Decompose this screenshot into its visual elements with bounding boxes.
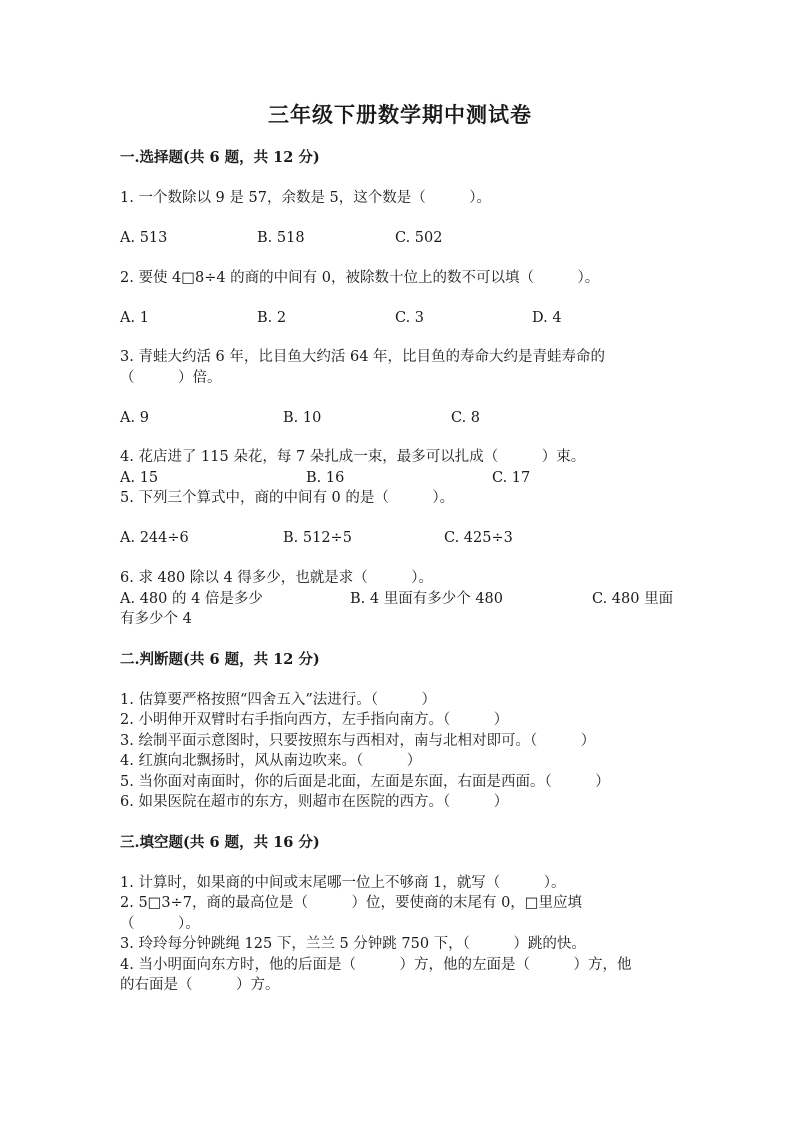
fill-blank-item-2-line2: （ ）。 [120,916,200,932]
question-1-stem: 1. 一个数除以 9 是 57，余数是 5，这个数是（ ）。 [120,190,492,206]
question-6-option-b: B. 4 里面有多少个 480 [350,591,503,607]
section-heading-choice: 一.选择题(共 6 题，共 12 分) [120,149,320,166]
question-2-option-b: B. 2 [257,310,287,326]
judgement-item-2: 2. 小明伸开双臂时右手指向西方，左手指向南方。（ ） [120,712,509,728]
fill-blank-item-3: 3. 玲玲每分钟跳绳 125 下，兰兰 5 分钟跳 750 下，（ ）跳的快。 [120,936,586,952]
question-3-option-c: C. 8 [451,410,481,426]
judgement-item-5: 5. 当你面对南面时，你的后面是北面，左面是东面，右面是西面。（ ） [120,774,610,790]
question-4-option-c: C. 17 [492,470,531,486]
question-5-option-c: C. 425÷3 [444,530,513,546]
question-6-option-c-line1: C. 480 里面 [592,591,674,607]
question-3-option-a: A. 9 [120,410,149,426]
question-5-option-b: B. 512÷5 [283,530,352,546]
question-2-option-c: C. 3 [395,310,425,326]
judgement-item-1: 1. 估算要严格按照“四舍五入”法进行。（ ） [120,692,437,708]
fill-blank-item-4-line1: 4. 当小明面向东方时，他的后面是（ ）方，他的左面是（ ）方，他 [120,957,632,973]
fill-blank-item-4-line2: 的右面是（ ）方。 [120,977,280,993]
section-heading-fill-blank: 三.填空题(共 6 题，共 16 分) [120,834,320,851]
question-3-stem-line2: （ ）倍。 [120,370,222,386]
judgement-item-3: 3. 绘制平面示意图时，只要按照东与西相对，南与北相对即可。（ ） [120,733,596,749]
fill-blank-item-1: 1. 计算时，如果商的中间或末尾哪一位上不够商 1，就写（ ）。 [120,875,566,891]
question-3-option-b: B. 10 [283,410,322,426]
question-6-option-a: A. 480 的 4 倍是多少 [120,591,263,607]
question-5-stem: 5. 下列三个算式中，商的中间有 0 的是（ ）。 [120,490,455,506]
question-6-option-c-line2: 有多少个 4 [120,611,192,627]
fill-blank-item-2-line1: 2. 5□3÷7，商的最高位是（ ）位，要使商的末尾有 0，□里应填 [120,895,583,911]
page-title: 三年级下册数学期中测试卷 [268,102,532,127]
question-4-option-b: B. 16 [306,470,345,486]
question-5-option-a: A. 244÷6 [120,530,189,546]
question-1-option-c: C. 502 [395,230,443,246]
judgement-item-4: 4. 红旗向北飘扬时，风从南边吹来。（ ） [120,753,422,769]
question-2-option-a: A. 1 [120,310,149,326]
question-1-option-a: A. 513 [120,230,168,246]
question-6-stem: 6. 求 480 除以 4 得多少，也就是求（ ）。 [120,570,434,586]
judgement-item-6: 6. 如果医院在超市的东方，则超市在医院的西方。（ ） [120,794,509,810]
question-2-stem: 2. 要使 4□8÷4 的商的中间有 0，被除数十位上的数不可以填（ ）。 [120,270,600,286]
question-4-option-a: A. 15 [120,470,159,486]
section-heading-judgement: 二.判断题(共 6 题，共 12 分) [120,651,320,668]
question-1-option-b: B. 518 [257,230,305,246]
question-2-option-d: D. 4 [532,310,562,326]
question-3-stem-line1: 3. 青蛙大约活 6 年，比目鱼大约活 64 年，比目鱼的寿命大约是青蛙寿命的 [120,349,606,365]
question-4-stem: 4. 花店进了 115 朵花，每 7 朵扎成一束，最多可以扎成（ ）束。 [120,449,586,465]
